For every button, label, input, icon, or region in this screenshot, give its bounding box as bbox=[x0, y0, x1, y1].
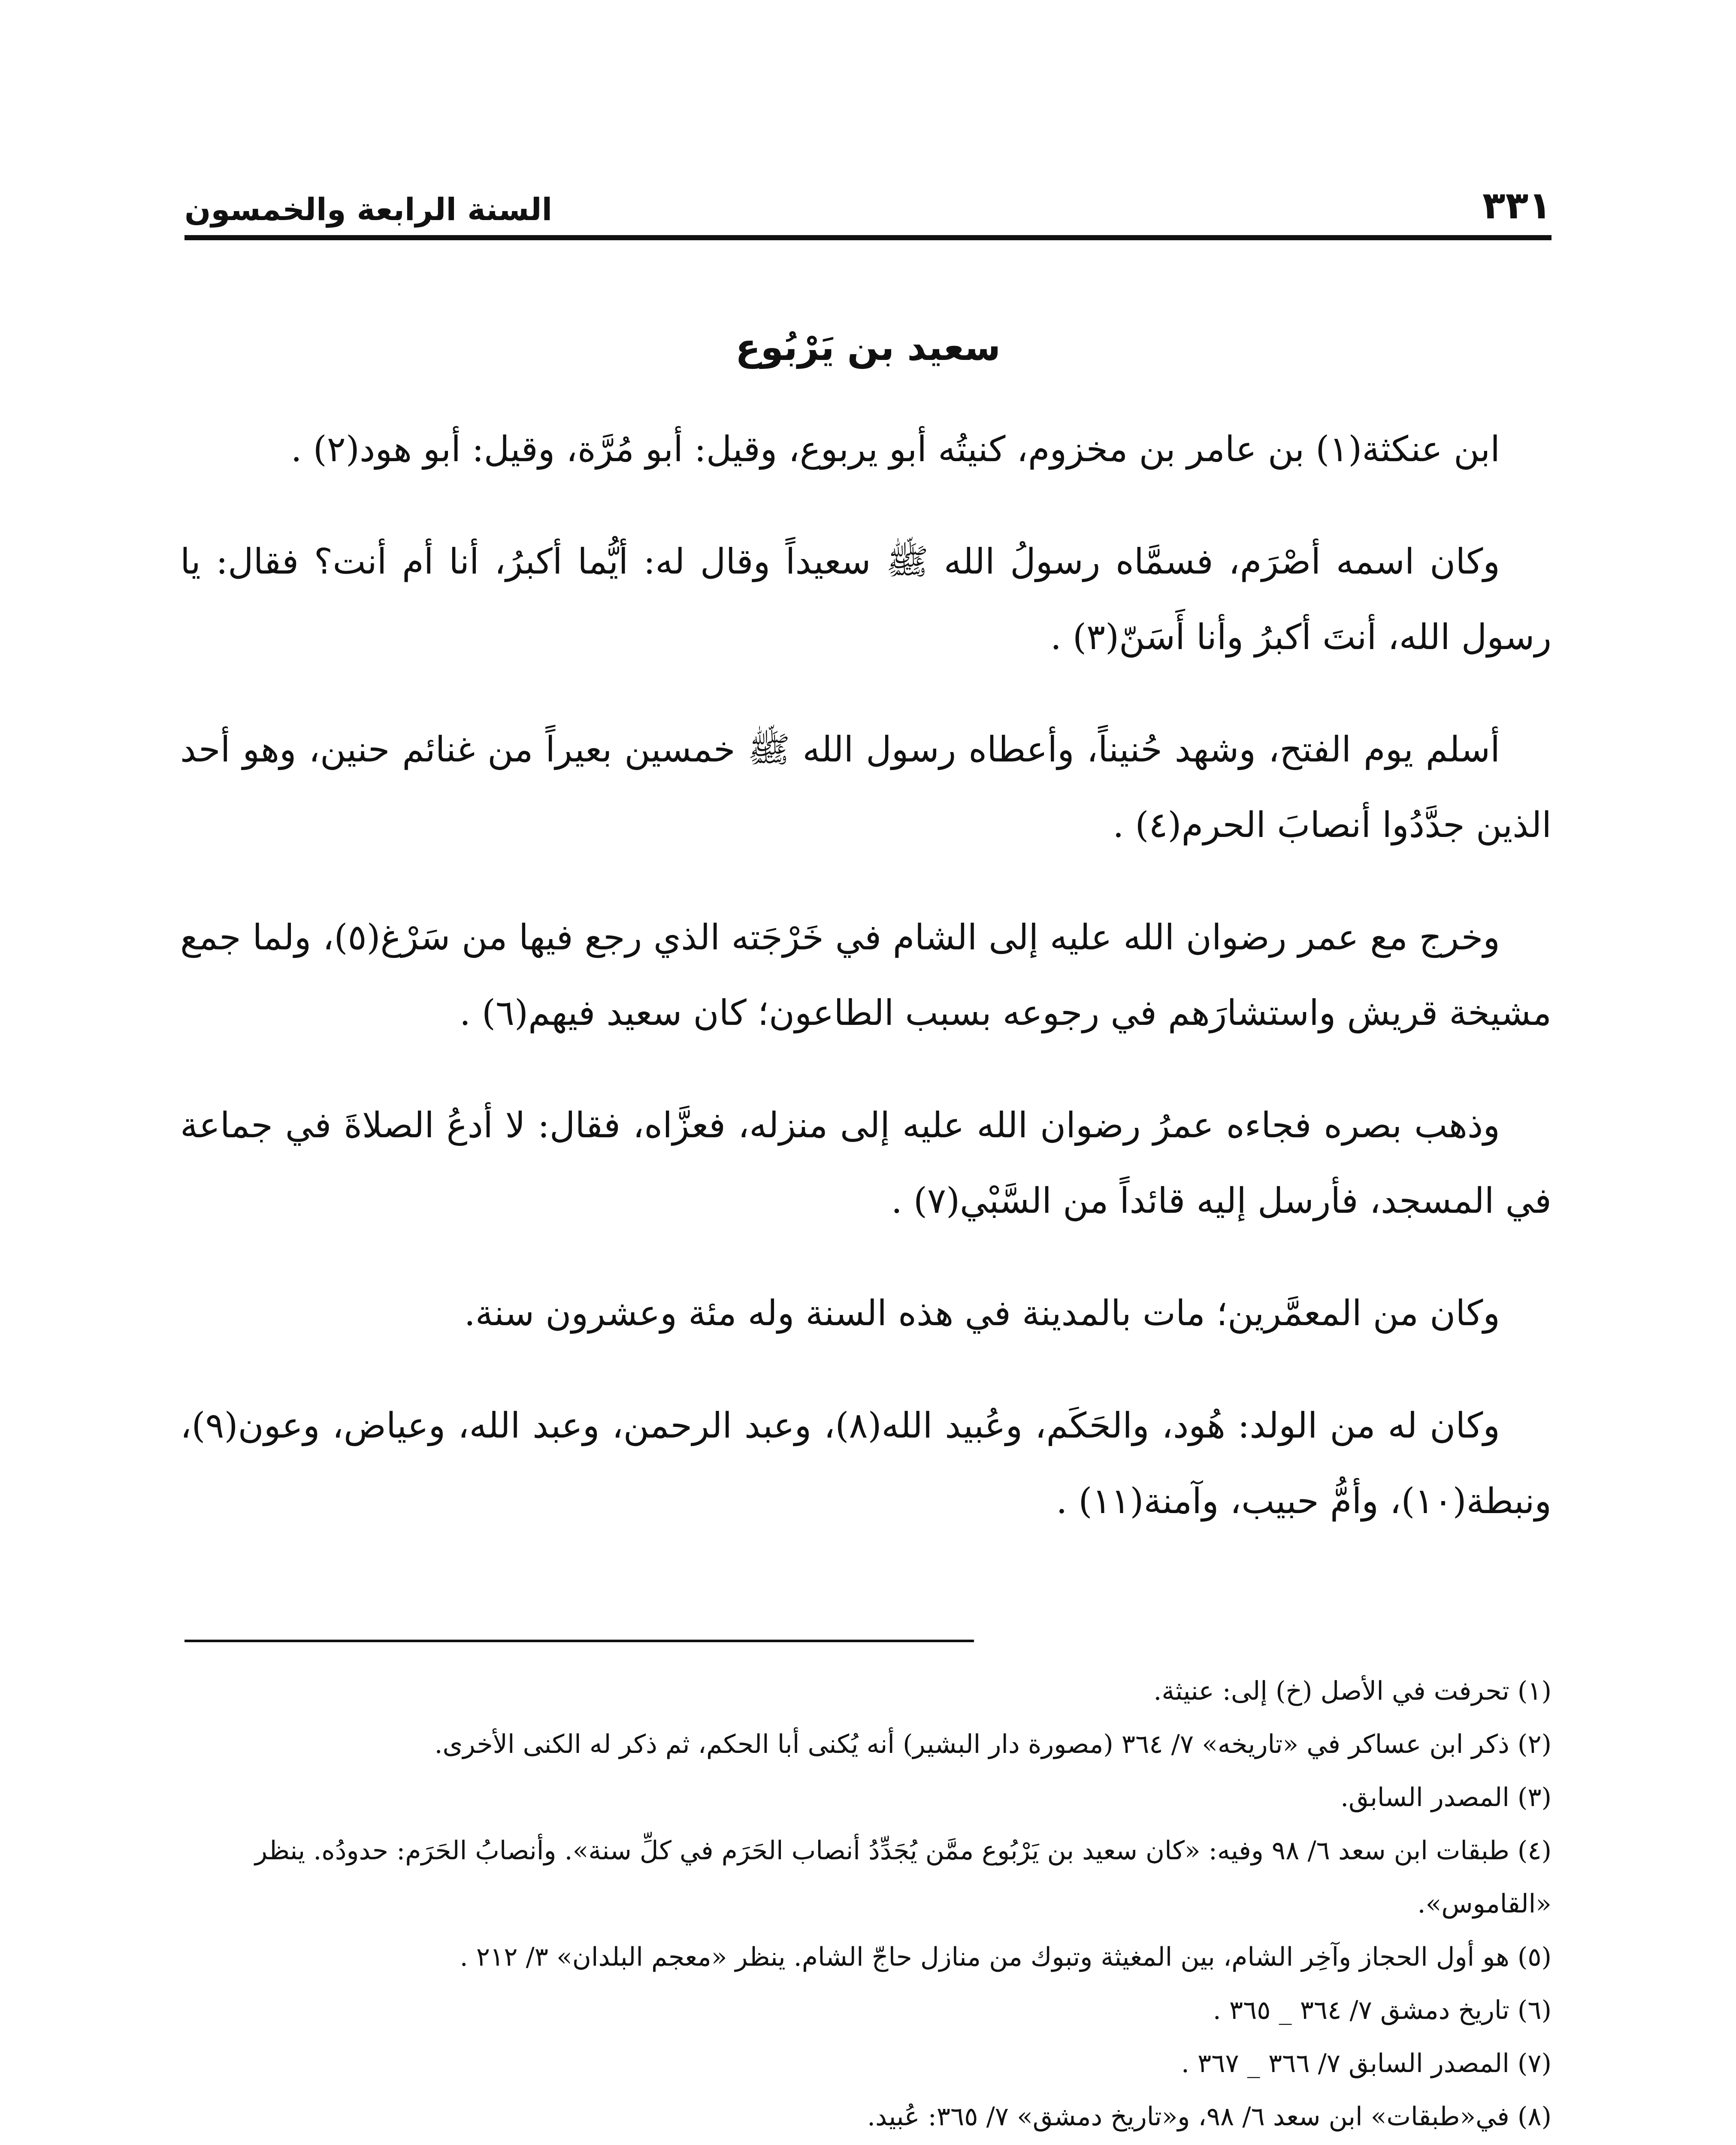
running-title: السنة الرابعة والخمسون bbox=[184, 191, 553, 227]
paragraph: وكان اسمه أصْرَم، فسمَّاه رسولُ الله ﷺ سعيداً وقال له: أيُّما أكبرُ، أنا أم أنت؟ فقال: يا رسول الله، أنتَ أكبرُ وأنا أَسَنّ(٣) . bbox=[180, 541, 1552, 658]
footnote: (٦) تاريخ دمشق ٧/ ٣٦٤ _ ٣٦٥ . bbox=[1213, 1995, 1552, 2025]
paragraph: وذهب بصره فجاءه عمرُ رضوان الله عليه إلى منزله، فعزَّاه، فقال: لا أدعُ الصلاةَ في جماعة في المسجد، فأرسل إليه قائداً من السَّبْي(٧) . bbox=[180, 1105, 1552, 1221]
footnote: (٤) طبقات ابن سعد ٦/ ٩٨ وفيه: «كان سعيد بن يَرْبُوع ممَّن يُجَدِّدُ أنصاب الحَرَم في كلِّ سنة». وأنصابُ الحَرَم: حدودُه. ينظر «القاموس». bbox=[255, 1836, 1552, 1919]
paragraph: وكان من المعمَّرين؛ مات بالمدينة في هذه السنة وله مئة وعشرون سنة. bbox=[464, 1293, 1500, 1334]
paragraph: أسلم يوم الفتح، وشهد حُنيناً، وأعطاه رسول الله ﷺ خمسين بعيراً من غنائم حنين، وهو أحد الذين جدَّدُوا أنصابَ الحرم(٤) . bbox=[180, 729, 1552, 846]
footnote bbox=[184, 2143, 1552, 2145]
paragraph: وكان له من الولد: هُود، والحَكَم، وعُبيد الله(٨)، وعبد الرحمن، وعبد الله، وعياض، وعون(٩)، ونبطة(١٠)، وأمُّ حبيب، وآمنة(١١) . bbox=[180, 1405, 1552, 1522]
page-header bbox=[184, 159, 1552, 227]
page-number: ٣٣١ bbox=[1482, 183, 1552, 227]
footnote: (٢) ذكر ابن عساكر في «تاريخه» ٧/ ٣٦٤ (مصورة دار البشير) أنه يُكنى أبا الحكم، ثم ذكر له الكنى الأخرى. bbox=[434, 1729, 1552, 1759]
paragraph: وخرج مع عمر رضوان الله عليه إلى الشام في خَرْجَته الذي رجع فيها من سَرْغ(٥)، ولما جمع مشيخة قريش واستشارَهم في رجوعه بسبب الطاعون؛ كان سعيد فيهم(٦) . bbox=[180, 917, 1552, 1033]
footnote: (١) تحرفت في الأصل (خ) إلى: عنيثة. bbox=[1153, 1676, 1552, 1706]
footnotes-separator bbox=[184, 1640, 974, 1642]
footnote: (٥) هو أول الحجاز وآخِر الشام، بين المغيثة وتبوك من منازل حاجّ الشام. ينظر «معجم البلدان» ٣/ ٢١٢ . bbox=[460, 1942, 1552, 1972]
footnote: (٧) المصدر السابق ٧/ ٣٦٦ _ ٣٦٧ . bbox=[1181, 2048, 1552, 2079]
footnote: (٨) في«طبقات» ابن سعد ٦/ ٩٨، و«تاريخ دمشق» ٧/ ٣٦٥: عُبيد. bbox=[867, 2102, 1552, 2132]
paragraph: ابن عنكثة(١) بن عامر بن مخزوم، كنيتُه أبو يربوع، وقيل: أبو مُرَّة، وقيل: أبو هود(٢) . bbox=[290, 429, 1500, 470]
body-text bbox=[180, 412, 1552, 1576]
header-rule bbox=[184, 235, 1552, 240]
footnotes bbox=[184, 1665, 1552, 2145]
footnote: (٣) المصدر السابق. bbox=[1340, 1782, 1552, 1813]
article-title: سعيد بن يَرْبُوع bbox=[735, 326, 1001, 369]
